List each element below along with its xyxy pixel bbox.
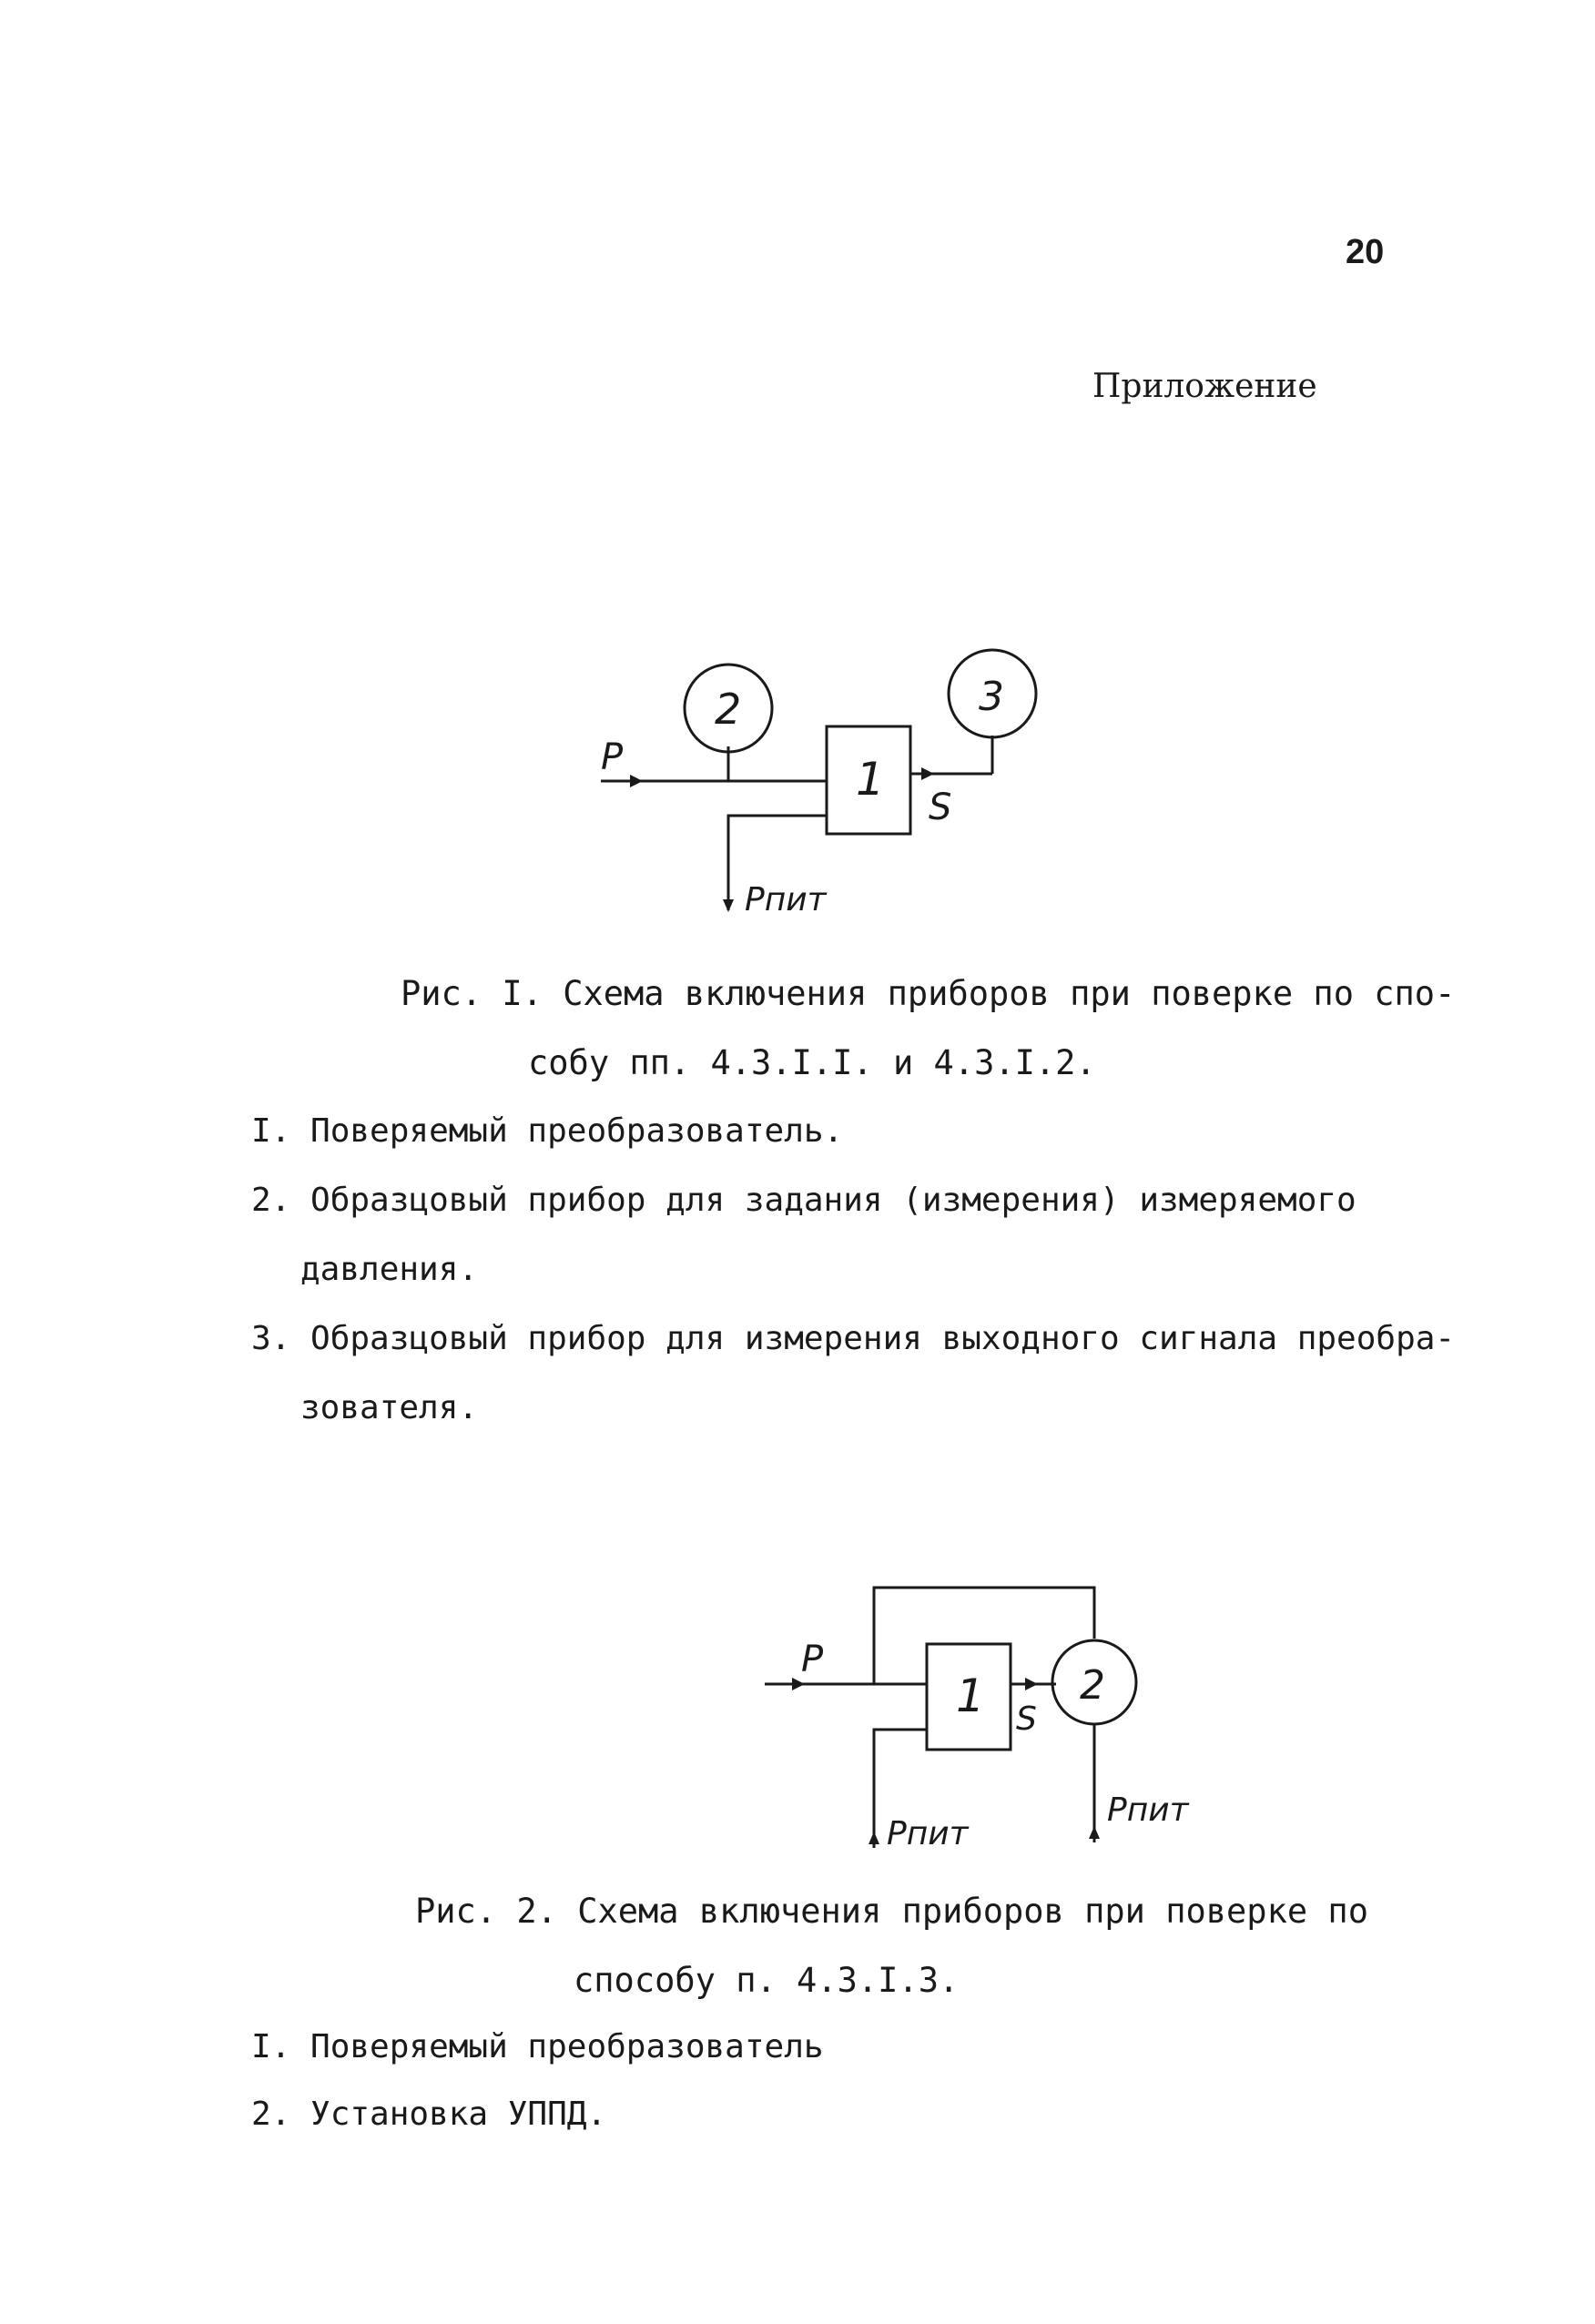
- figure-2-diagram: [756, 1557, 1229, 1866]
- device-1-label: 1: [956, 1669, 985, 1722]
- output-signal-label: S: [1016, 1700, 1037, 1738]
- output-arrow-icon: [921, 767, 934, 780]
- supply-pressure-right-label: Pпит: [1107, 1791, 1189, 1829]
- supply-arrow-left-icon: [869, 1832, 879, 1844]
- device-2-label: 2: [715, 685, 742, 734]
- figure-2-caption-line-1: Рис. 2. Схема включения приборов при поверке по: [415, 1892, 1368, 1931]
- figure-1-caption-line-2: собу пп. 4.3.I.I. и 4.3.I.2.: [528, 1043, 1096, 1082]
- figure-1-legend-item: 3. Образцовый прибор для измерения выходного сигнала преобра-: [251, 1320, 1456, 1357]
- supply-arrow-right-icon: [1089, 1826, 1100, 1839]
- output-arrow-icon: [1025, 1678, 1038, 1690]
- figure-1-legend-item: 2. Образцовый прибор для задания (измерения) измеряемого: [251, 1182, 1356, 1219]
- figure-1-diagram: [583, 637, 1092, 938]
- supply-arrow-icon: [723, 899, 734, 912]
- input-pressure-label: P: [801, 1639, 824, 1680]
- appendix-title: Приложение: [1092, 368, 1317, 405]
- output-signal-label: S: [929, 787, 952, 828]
- input-arrow-icon: [630, 775, 643, 787]
- page-number: 20: [1346, 233, 1385, 271]
- device-2-label: 2: [1080, 1662, 1105, 1709]
- input-pressure-label: P: [601, 736, 624, 778]
- figure-2-legend-item: I. Поверяемый преобразователь: [251, 2028, 824, 2065]
- device-1-label: 1: [856, 753, 885, 806]
- figure-1-legend-item: давления.: [300, 1251, 479, 1288]
- supply-pressure-label: Pпит: [745, 881, 827, 918]
- supply-pressure-left-label: Pпит: [887, 1815, 969, 1852]
- figure-1-caption-line-1: Рис. I. Схема включения приборов при поверке по спо-: [401, 974, 1456, 1013]
- figure-1-legend-item: зователя.: [300, 1389, 479, 1426]
- figure-1-legend-item: I. Поверяемый преобразователь.: [251, 1112, 844, 1150]
- figure-2-legend-item: 2. Установка УППД.: [251, 2096, 607, 2133]
- device-3-label: 3: [979, 674, 1004, 720]
- figure-2-caption-line-2: способу п. 4.3.I.3.: [574, 1961, 960, 2000]
